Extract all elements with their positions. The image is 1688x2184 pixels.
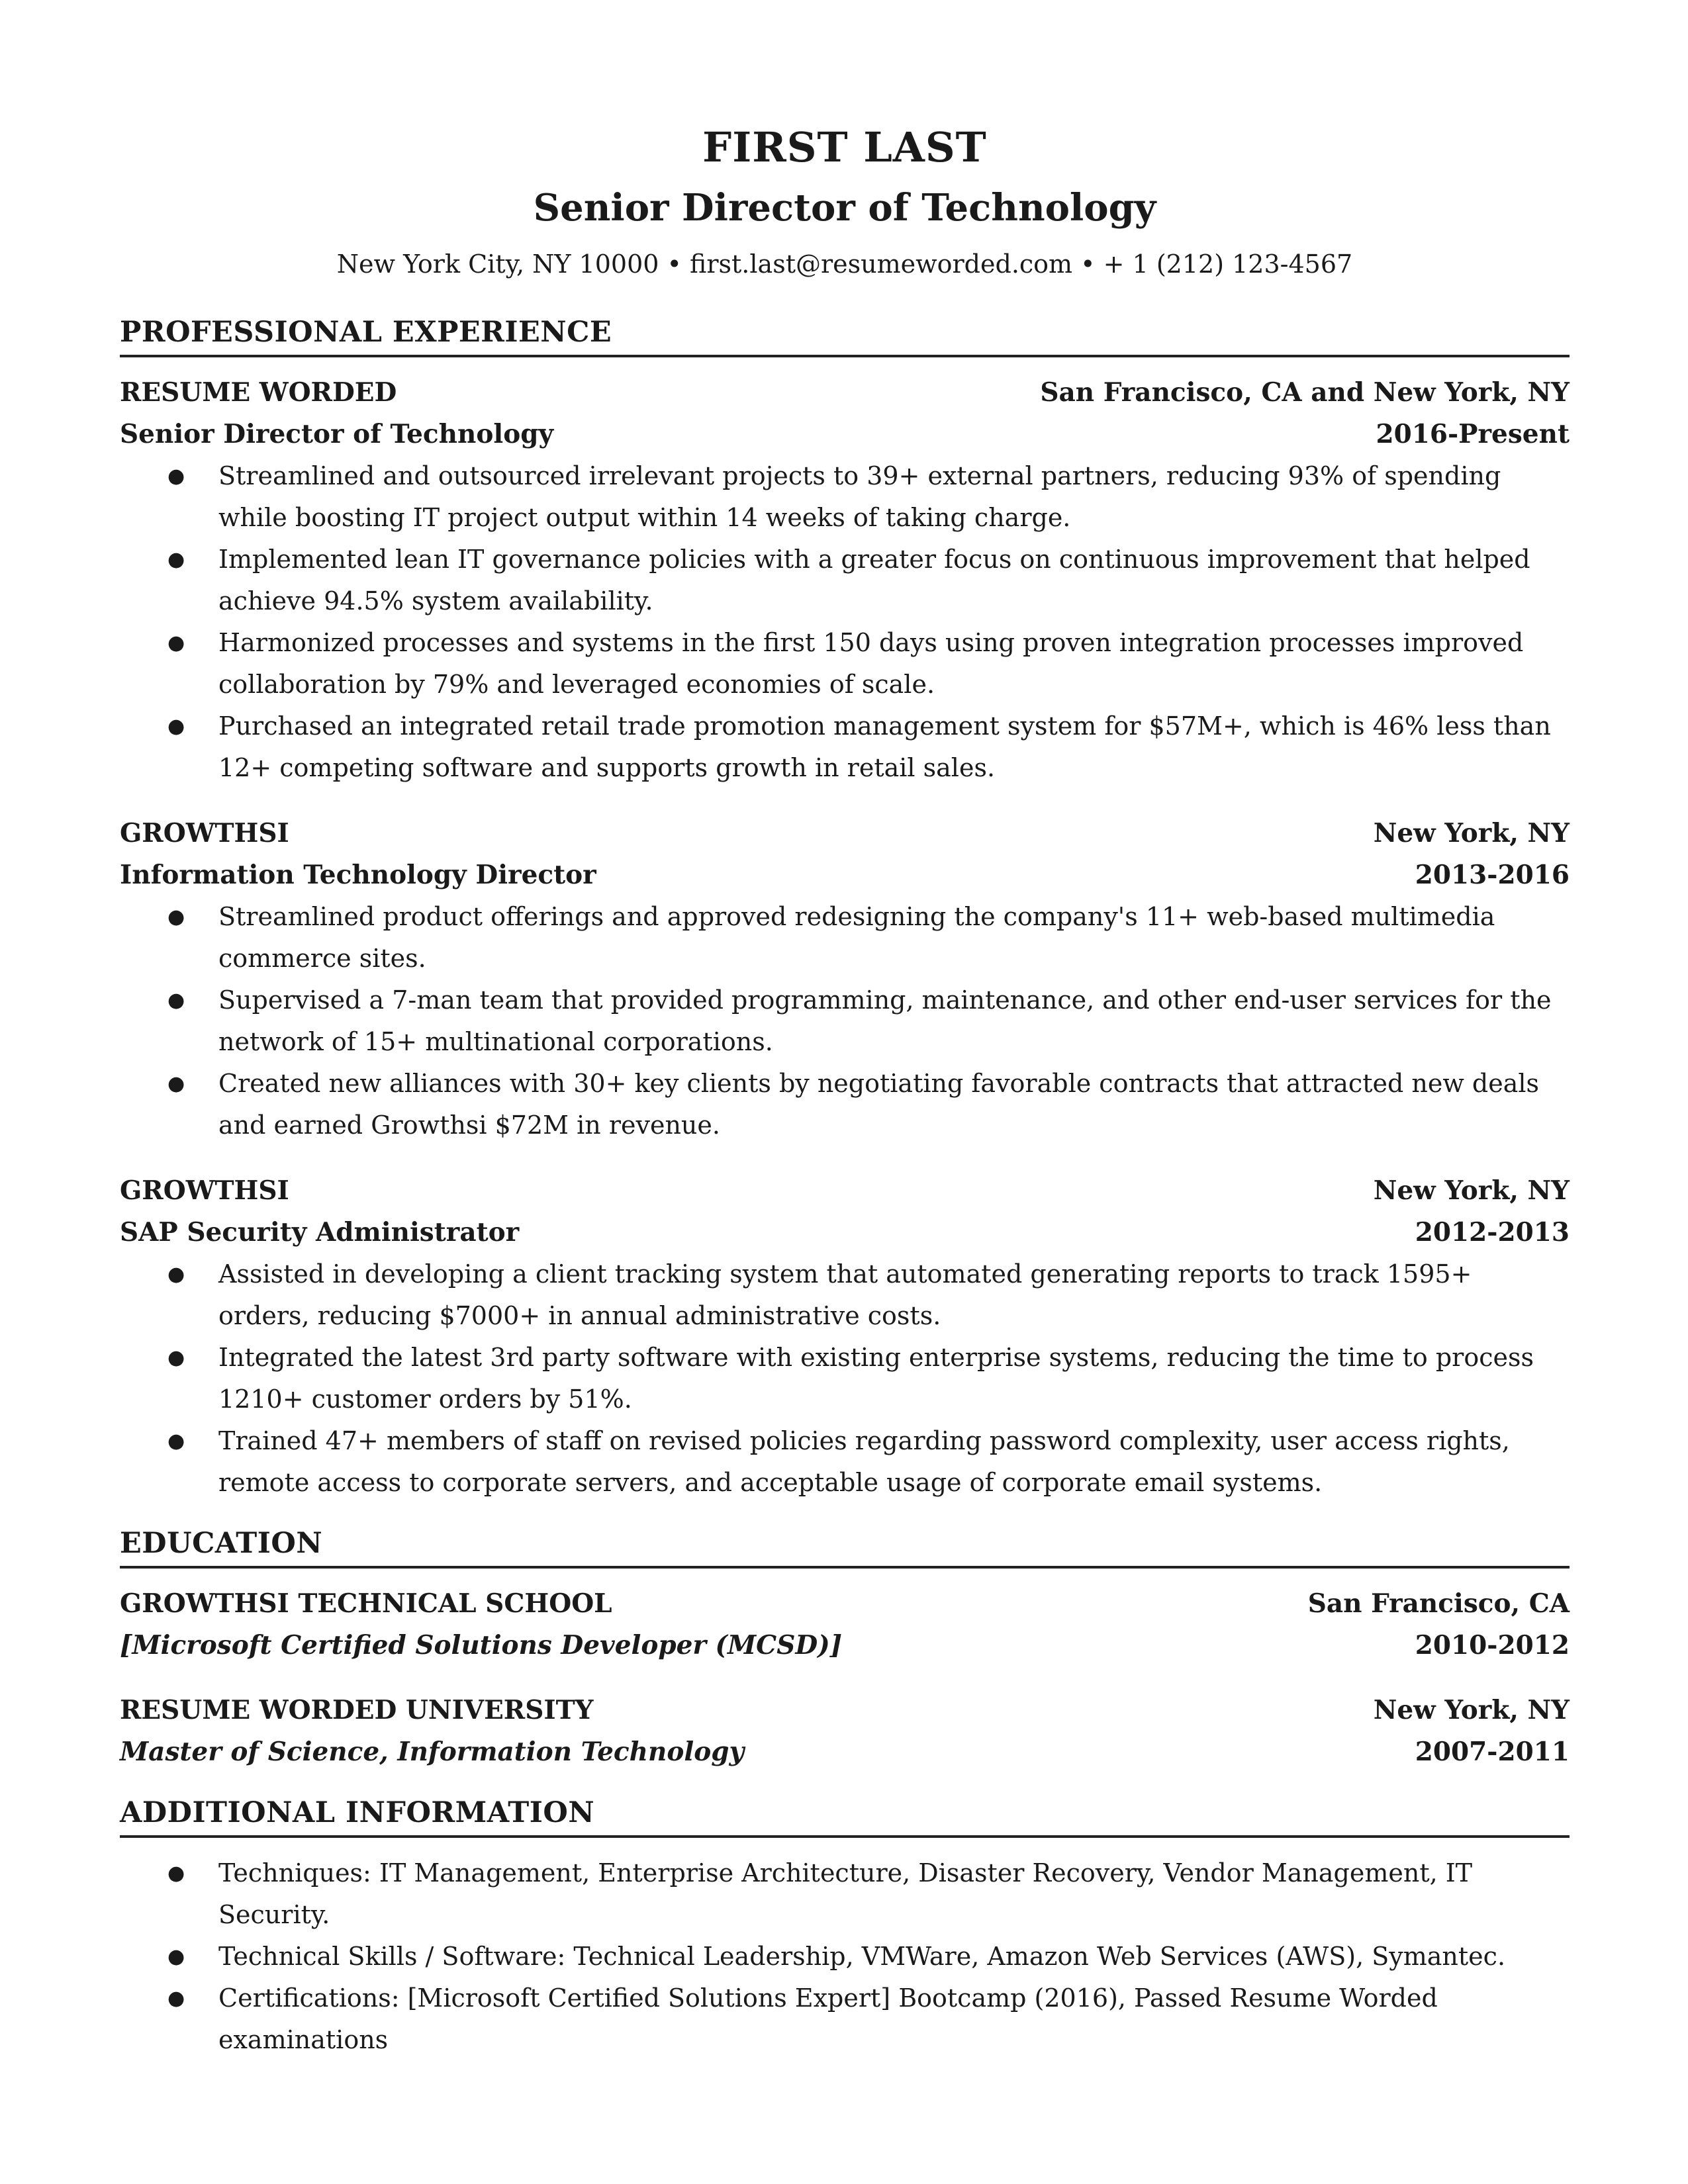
bullet-item [167,896,1570,979]
bullet-dot-icon: ● [167,905,185,929]
bullet-dot-icon: ● [167,1072,185,1095]
bullet-text: Certifications: [Microsoft Certified Solutions Expert] Bootcamp (2016), Passed Resume Worded examinations [218,1983,1438,2054]
job-location: New York, NY [1373,1175,1570,1206]
bullet-dot-icon: ● [167,715,185,738]
education-header [120,1690,1570,1731]
bullet-item [167,1420,1570,1504]
bullet-item [167,1852,1570,1936]
candidate-title: Senior Director of Technology [533,186,1156,230]
bullet-text: Techniques: IT Management, Enterprise Architecture, Disaster Recovery, Vendor Management, IT Security. [218,1858,1473,1929]
job-bullets [120,1253,1570,1504]
bullet-item [167,1978,1570,2061]
bullet-item [167,455,1570,539]
job-entry [120,372,1570,789]
bullet-item [167,979,1570,1063]
school-location: San Francisco, CA [1307,1588,1570,1619]
education-subheader [120,1731,1570,1773]
job-role: Senior Director of Technology [120,419,554,449]
resume-page [120,119,1570,2061]
job-bullets [120,896,1570,1146]
contact-line: New York City, NY 10000 • first.last@resumeworded.com • + 1 (212) 123-4567 [336,250,1353,279]
experience-section [120,312,1570,1504]
section-title-experience: PROFESSIONAL EXPERIENCE [120,312,1570,357]
bullet-item [167,1063,1570,1146]
school-dates: 2007-2011 [1415,1737,1570,1767]
bullet-text: Streamlined product offerings and approved redesigning the company's 11+ web-based multimedia commerce sites. [218,902,1495,973]
candidate-name: FIRST LAST [702,123,987,171]
bullet-dot-icon: ● [167,1346,185,1369]
school-dates: 2010-2012 [1415,1630,1570,1661]
bullet-text: Trained 47+ members of staff on revised policies regarding password complexity, user access rights, remote access to corporate servers, and acceptable usage of corporate email systems. [218,1426,1510,1497]
school-location: New York, NY [1373,1695,1570,1725]
bullet-item [167,539,1570,622]
bullet-text: Streamlined and outsourced irrelevant projects to 39+ external partners, reducing 93% of spending while boosting IT project output within 14 weeks of taking charge. [218,461,1501,532]
job-subheader [120,414,1570,455]
bullet-dot-icon: ● [167,1430,185,1453]
school-name: GROWTHSI TECHNICAL SCHOOL [120,1588,612,1619]
job-header [120,1170,1570,1212]
additional-section [120,1793,1570,2061]
bullet-item [167,705,1570,789]
section-title-additional: ADDITIONAL INFORMATION [120,1793,1570,1838]
bullet-text: Created new alliances with 30+ key clients by negotiating favorable contracts that attracted new deals and earned Growthsi $72M in revenue. [218,1069,1540,1140]
job-company: GROWTHSI [120,818,289,848]
bullet-dot-icon: ● [167,631,185,655]
education-section [120,1524,1570,1773]
job-dates: 2012-2013 [1415,1217,1570,1248]
bullet-dot-icon: ● [167,1945,185,1968]
bullet-text: Harmonized processes and systems in the first 150 days using proven integration processes improved collaboration by 79% and leveraged economies of scale. [218,628,1524,699]
bullet-text: Supervised a 7-man team that provided programming, maintenance, and other end-user services for the network of 15+ multinational corporations. [218,985,1552,1056]
job-entry [120,1170,1570,1504]
job-bullets [120,455,1570,789]
job-role: Information Technology Director [120,860,596,890]
bullet-text: Integrated the latest 3rd party software with existing enterprise systems, reducing the time to process 1210+ customer orders by 51%. [218,1343,1534,1414]
bullet-dot-icon: ● [167,1987,185,2010]
bullet-dot-icon: ● [167,989,185,1012]
job-entry [120,813,1570,1146]
bullet-dot-icon: ● [167,465,185,488]
bullet-text: Purchased an integrated retail trade promotion management system for $57M+, which is 46% less than 12+ competing software and supports growth in retail sales. [218,711,1551,782]
job-header [120,813,1570,854]
education-entry [120,1583,1570,1666]
bullet-dot-icon: ● [167,548,185,571]
job-role: SAP Security Administrator [120,1217,520,1248]
bullet-text: Technical Skills / Software: Technical Leadership, VMWare, Amazon Web Services (AWS), Symantec. [218,1942,1506,1971]
job-subheader [120,1212,1570,1253]
bullet-item [167,622,1570,705]
bullet-item [167,1337,1570,1420]
education-header [120,1583,1570,1625]
additional-bullets [120,1852,1570,2061]
job-header [120,372,1570,414]
school-name: RESUME WORDED UNIVERSITY [120,1695,594,1725]
job-subheader [120,854,1570,896]
bullet-dot-icon: ● [167,1263,185,1286]
education-entry [120,1690,1570,1773]
bullet-dot-icon: ● [167,1862,185,1885]
education-subheader [120,1625,1570,1666]
job-company: GROWTHSI [120,1175,289,1206]
school-degree: [Microsoft Certified Solutions Developer (MCSD)] [120,1630,843,1661]
bullet-item [167,1253,1570,1337]
school-degree: Master of Science, Information Technology [120,1737,745,1767]
job-dates: 2016-Present [1376,419,1570,449]
bullet-text: Implemented lean IT governance policies with a greater focus on continuous improvement that helped achieve 94.5% system availability. [218,545,1530,615]
job-location: New York, NY [1373,818,1570,848]
job-company: RESUME WORDED [120,377,397,408]
bullet-item [167,1936,1570,1978]
job-location: San Francisco, CA and New York, NY [1040,377,1570,408]
section-title-education: EDUCATION [120,1524,1570,1569]
bullet-text: Assisted in developing a client tracking system that automated generating reports to track 1595+ orders, reducing $7000+ in annual administrative costs. [218,1259,1472,1330]
job-dates: 2013-2016 [1415,860,1570,890]
